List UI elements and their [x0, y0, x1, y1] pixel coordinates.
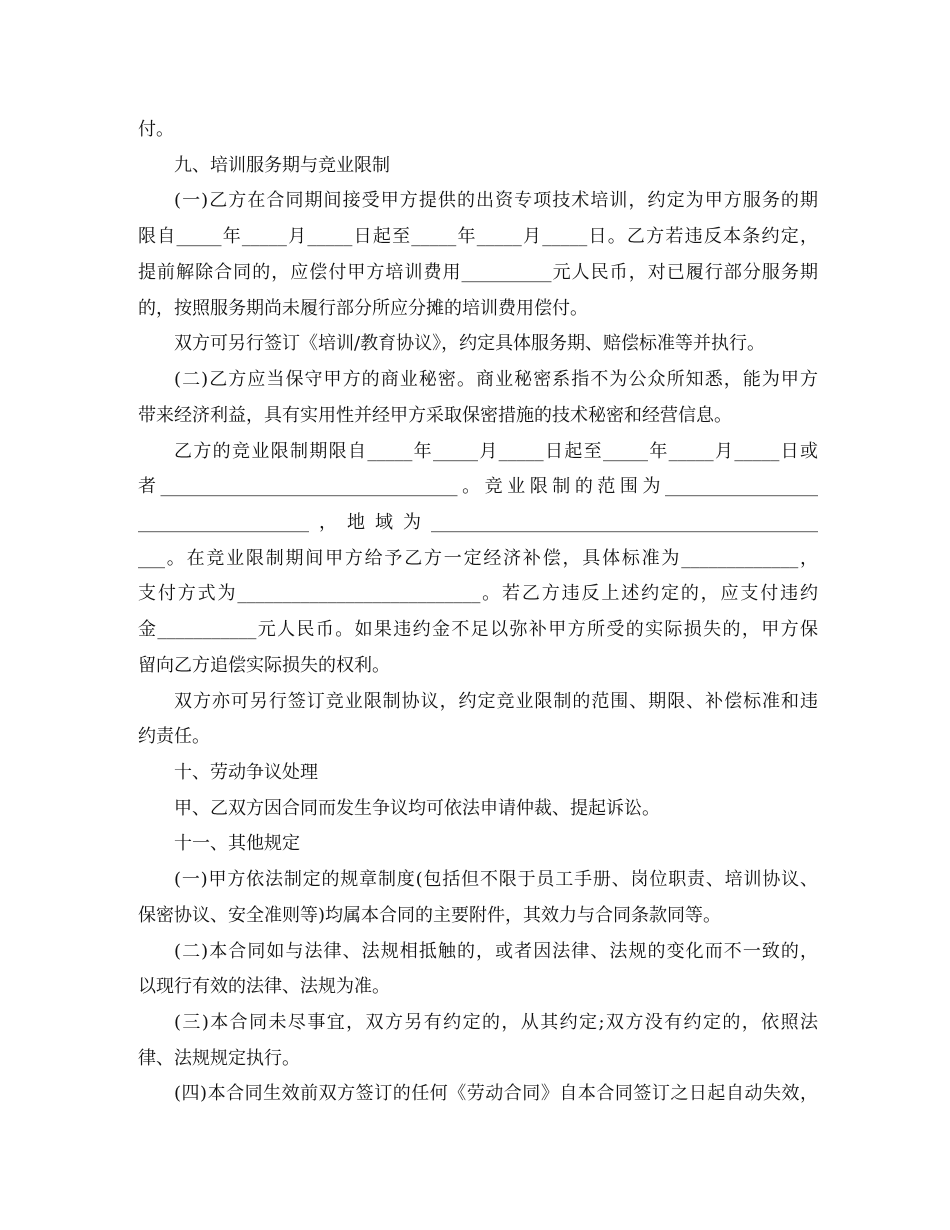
text-line: 提前解除合同的，应偿付甲方培训费用__________元人民币，对已履行部分服务期 [138, 262, 818, 283]
text-line: 以现行有效的法律、法规为准。 [138, 976, 390, 997]
text-line: (一)甲方依法制定的规章制度(包括但不限于员工手册、岗位职责、培训协议、 [174, 869, 818, 890]
text-line: ___。在竞业限制期间甲方给予乙方一定经济补偿，具体标准为_____________， [138, 548, 818, 569]
text-line: 律、法规规定执行。 [138, 1048, 300, 1069]
section-heading: 十一、其他规定 [174, 833, 300, 854]
text-line: 限自_____年_____月_____日起至_____年_____月_____日。乙方若违反本条约定， [138, 226, 818, 247]
text-line: 保密协议、安全准则等)均属本合同的主要附件，其效力与合同条款同等。 [138, 905, 722, 926]
text-line: 双方亦可另行签订竞业限制协议，约定竞业限制的范围、期限、补偿标准和违 [174, 691, 818, 712]
text-line: 约责任。 [138, 726, 210, 747]
text-line: (三)本合同未尽事宜，双方另有约定的，从其约定;双方没有约定的，依照法 [174, 1012, 818, 1033]
text-line: 金___________元人民币。如果违约金不足以弥补甲方所受的实际损失的，甲方保 [138, 619, 818, 640]
text-line: 支付方式为___________________________。若乙方违反上述约定的，应支付违约 [138, 583, 818, 604]
section-heading: 九、培训服务期与竞业限制 [174, 155, 390, 176]
text-line: ___________________，地域为___________________________________________ [138, 512, 818, 533]
text-line: 双方可另行签订《培训/教育协议》，约定具体服务期、赔偿标准等并执行。 [174, 333, 766, 354]
text-line: 者_________________________________。竞业限制的范围为_________________ [138, 476, 818, 497]
text-line: 留向乙方追偿实际损失的权利。 [138, 655, 390, 676]
text-line: 付。 [138, 119, 174, 140]
text-line: (一)乙方在合同期间接受甲方提供的出资专项技术培训，约定为甲方服务的期 [174, 190, 818, 211]
text-line: (二)本合同如与法律、法规相抵触的，或者因法律、法规的变化而不一致的， [174, 941, 818, 962]
text-line: 的，按照服务期尚未履行部分所应分摊的培训费用偿付。 [138, 298, 588, 319]
text-line: (二)乙方应当保守甲方的商业秘密。商业秘密系指不为公众所知悉，能为甲方 [174, 369, 818, 390]
text-line: 甲、乙双方因合同而发生争议均可依法申请仲裁、提起诉讼。 [174, 798, 660, 819]
text-line: 带来经济利益，具有实用性并经甲方采取保密措施的技术秘密和经营信息。 [138, 405, 732, 426]
section-heading: 十、劳动争议处理 [174, 762, 318, 783]
text-line: (四)本合同生效前双方签订的任何《劳动合同》自本合同签订之日起自动失效， [174, 1083, 818, 1104]
text-line: 乙方的竞业限制期限自_____年_____月_____日起至_____年_____月_____日或 [174, 441, 818, 462]
